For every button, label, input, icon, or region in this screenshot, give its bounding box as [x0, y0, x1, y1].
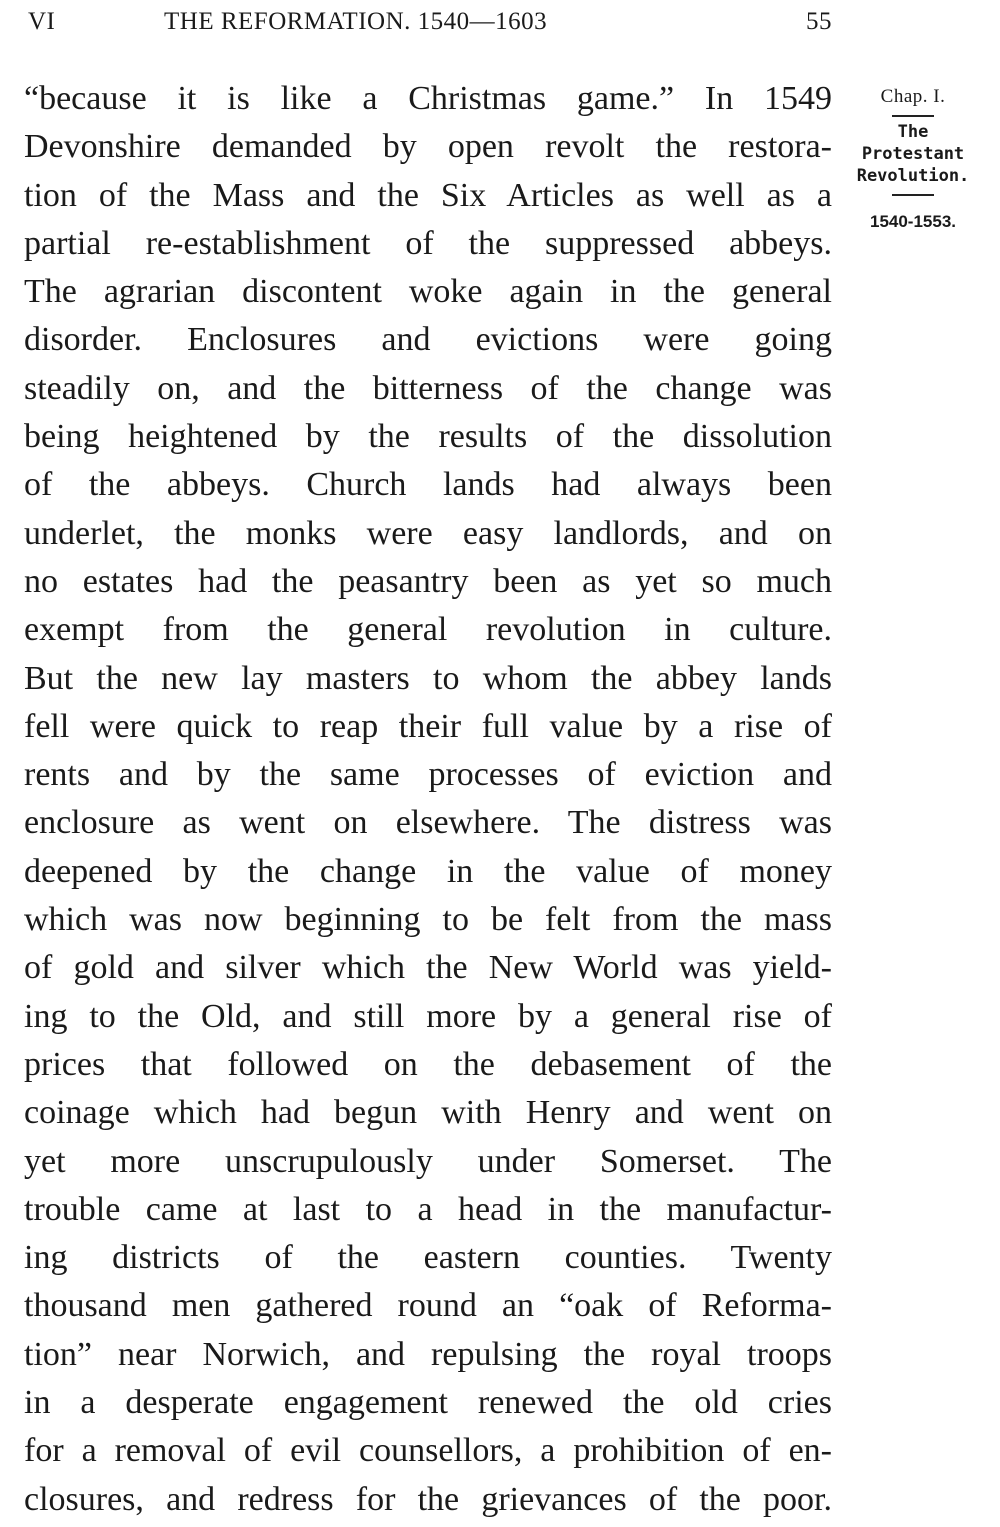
text-line: ing districts of the eastern counties. Twenty	[24, 1239, 832, 1277]
text-line: rents and by the same processes of eviction and	[24, 756, 832, 794]
page-number: 55	[806, 8, 832, 35]
text-line: But the new lay masters to whom the abbey lands	[24, 659, 832, 697]
sidenote-topic-line: Protestant	[861, 144, 965, 164]
text-line: thousand men gathered round an “oak of Reforma-	[24, 1287, 832, 1325]
running-head	[24, 8, 836, 40]
text-line: deepened by the change in the value of money	[24, 852, 832, 890]
sidenote-chapter: Chap. I.	[880, 86, 946, 107]
text-line: tion of the Mass and the Six Articles as well as a	[24, 176, 832, 214]
text-line: being heightened by the results of the dissolution	[24, 418, 832, 456]
running-head-title: THE REFORMATION. 1540—1603	[164, 8, 548, 35]
text-line: “because it is like a Christmas game.” In 1549	[24, 80, 832, 117]
text-line: closures, and redress for the grievances of the poor.	[24, 1480, 832, 1518]
text-line: of gold and silver which the New World was yield-	[24, 949, 832, 987]
text-line: which was now beginning to be felt from the mass	[24, 901, 832, 939]
text-line: The agrarian discontent woke again in the general	[24, 273, 832, 311]
text-line: ing to the Old, and still more by a general rise of	[24, 997, 832, 1035]
text-line: no estates had the peasantry been as yet so much	[24, 562, 832, 600]
text-line: of the abbeys. Church lands had always been	[24, 466, 832, 504]
text-line: in a desperate engagement renewed the old cries	[24, 1384, 832, 1422]
text-line: disorder. Enclosures and evictions were going	[24, 321, 832, 359]
text-line: coinage which had begun with Henry and went on	[24, 1094, 832, 1132]
margin-sidenote	[838, 86, 988, 232]
sidenote-divider	[892, 194, 934, 196]
sidenote-topic-line: The	[897, 122, 929, 142]
text-line: prices that followed on the debasement of the	[24, 1045, 832, 1083]
text-line: yet more unscrupulously under Somerset. The	[24, 1142, 832, 1180]
text-line: exempt from the general revolution in culture.	[24, 611, 832, 649]
text-line: Devonshire demanded by open revolt the restora-	[24, 128, 832, 166]
text-line: partial re-establishment of the suppressed abbeys.	[24, 224, 832, 262]
sidenote-divider	[892, 115, 934, 117]
body-text	[24, 75, 832, 1524]
text-line: for a removal of evil counsellors, a prohibition of en-	[24, 1432, 832, 1470]
text-line: trouble came at last to a head in the manufactur-	[24, 1190, 832, 1228]
sidenote-topic-line: Revolution.	[856, 166, 970, 186]
text-line: tion” near Norwich, and repulsing the royal troops	[24, 1335, 832, 1373]
text-line: underlet, the monks were easy landlords, and on	[24, 514, 832, 552]
sidenote-years: 1540-1553.	[869, 212, 957, 231]
text-line: steadily on, and the bitterness of the change was	[24, 369, 832, 407]
text-line: fell were quick to reap their full value by a rise of	[24, 707, 832, 745]
running-head-chapter: VI	[28, 8, 56, 35]
text-line: enclosure as went on elsewhere. The distress was	[24, 804, 832, 842]
